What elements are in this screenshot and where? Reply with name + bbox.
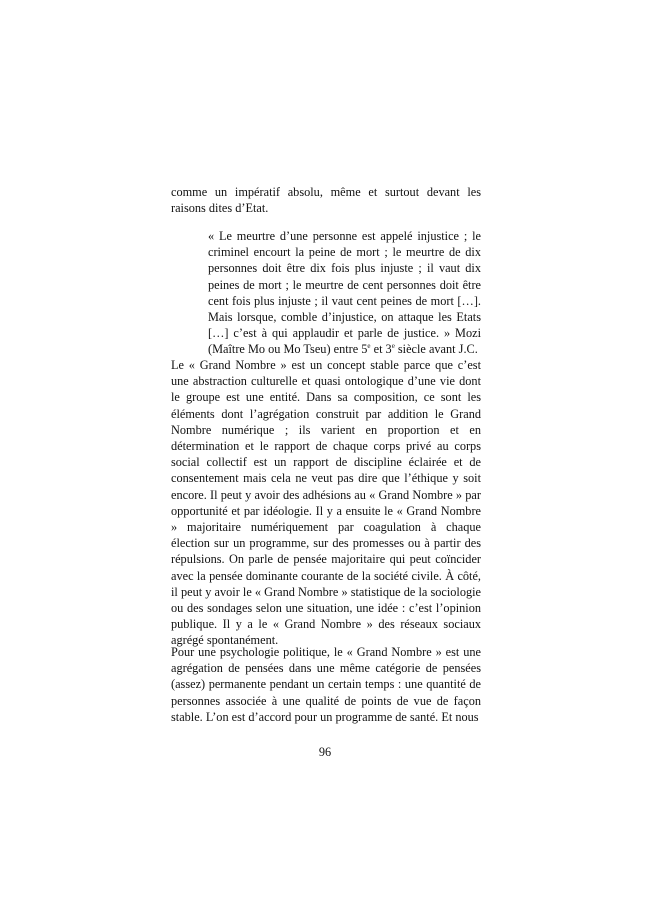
grand-nombre-paragraph: Le « Grand Nombre » est un concept stable parce que c’est une abstraction culturelle et quasi ontologique d’une vie dont le groupe est une entité. Dans sa composition, ce sont les éléments dont l’agrégation construit par addition le Grand Nombre numérique ; ils varient en proportion et en détermination et le rapport de chaque corps privé au corps social collectif est un rapport de discipline éclairée et de consentement mais cela ne veut pas dire que l’éthique y soit encore. Il peut y avoir des adhésions au « Grand Nombre » par opportunité et par idéologie. Il y a ensuite le « Grand Nombre » majoritaire numériquement par coagulation à chaque élection sur un programme, sur des promesses ou à partir des répulsions. On parle de pensée majoritaire qui peut coïncider avec la pensée dominante courante de la société civile. À côté, il peut y avoir le « Grand Nombre » statistique de la sociologie ou des sondages selon une situation, une idée : c’est l’opinion publique. Il y a le « Grand Nombre » des réseaux sociaux agrégé spontanément. xyxy=(171,358,481,648)
psychologie-paragraph: Pour une psychologie politique, le « Grand Nombre » est une agrégation de pensées dans une même catégorie de pensées (assez) permanente pendant un certain temps : une quantité de personnes associée à une qualité de points de vue de façon stable. L’on est d’accord pour un programme de santé. Et nous xyxy=(171,645,481,724)
intro-paragraph: comme un impératif absolu, même et surtout devant les raisons dites d’Etat. xyxy=(171,185,481,216)
page-number: 96 xyxy=(318,745,332,759)
quote-mid: et 3 xyxy=(370,342,392,357)
quote-superscript-1: e xyxy=(367,342,371,351)
block-quote xyxy=(208,228,481,358)
quote-superscript-2: e xyxy=(391,342,395,351)
quote-text: « Le meurtre d’une personne est appelé injustice ; le criminel encourt la peine de mort ; le meurtre de dix personnes doit être dix fois plus injuste ; il vaut dix peines de mort ; le meurtre de cent personnes doit être cent fois plus injuste ; il vaut cent peines de mort […]. Mais lorsque, comble d’injustice, on attaque les Etats […] c’est à qui applaudir et parle de justice. » Mozi (Maître Mo ou Mo Tseu) entre 5 xyxy=(208,229,481,357)
quote-end: siècle avant J.C. xyxy=(394,342,478,357)
